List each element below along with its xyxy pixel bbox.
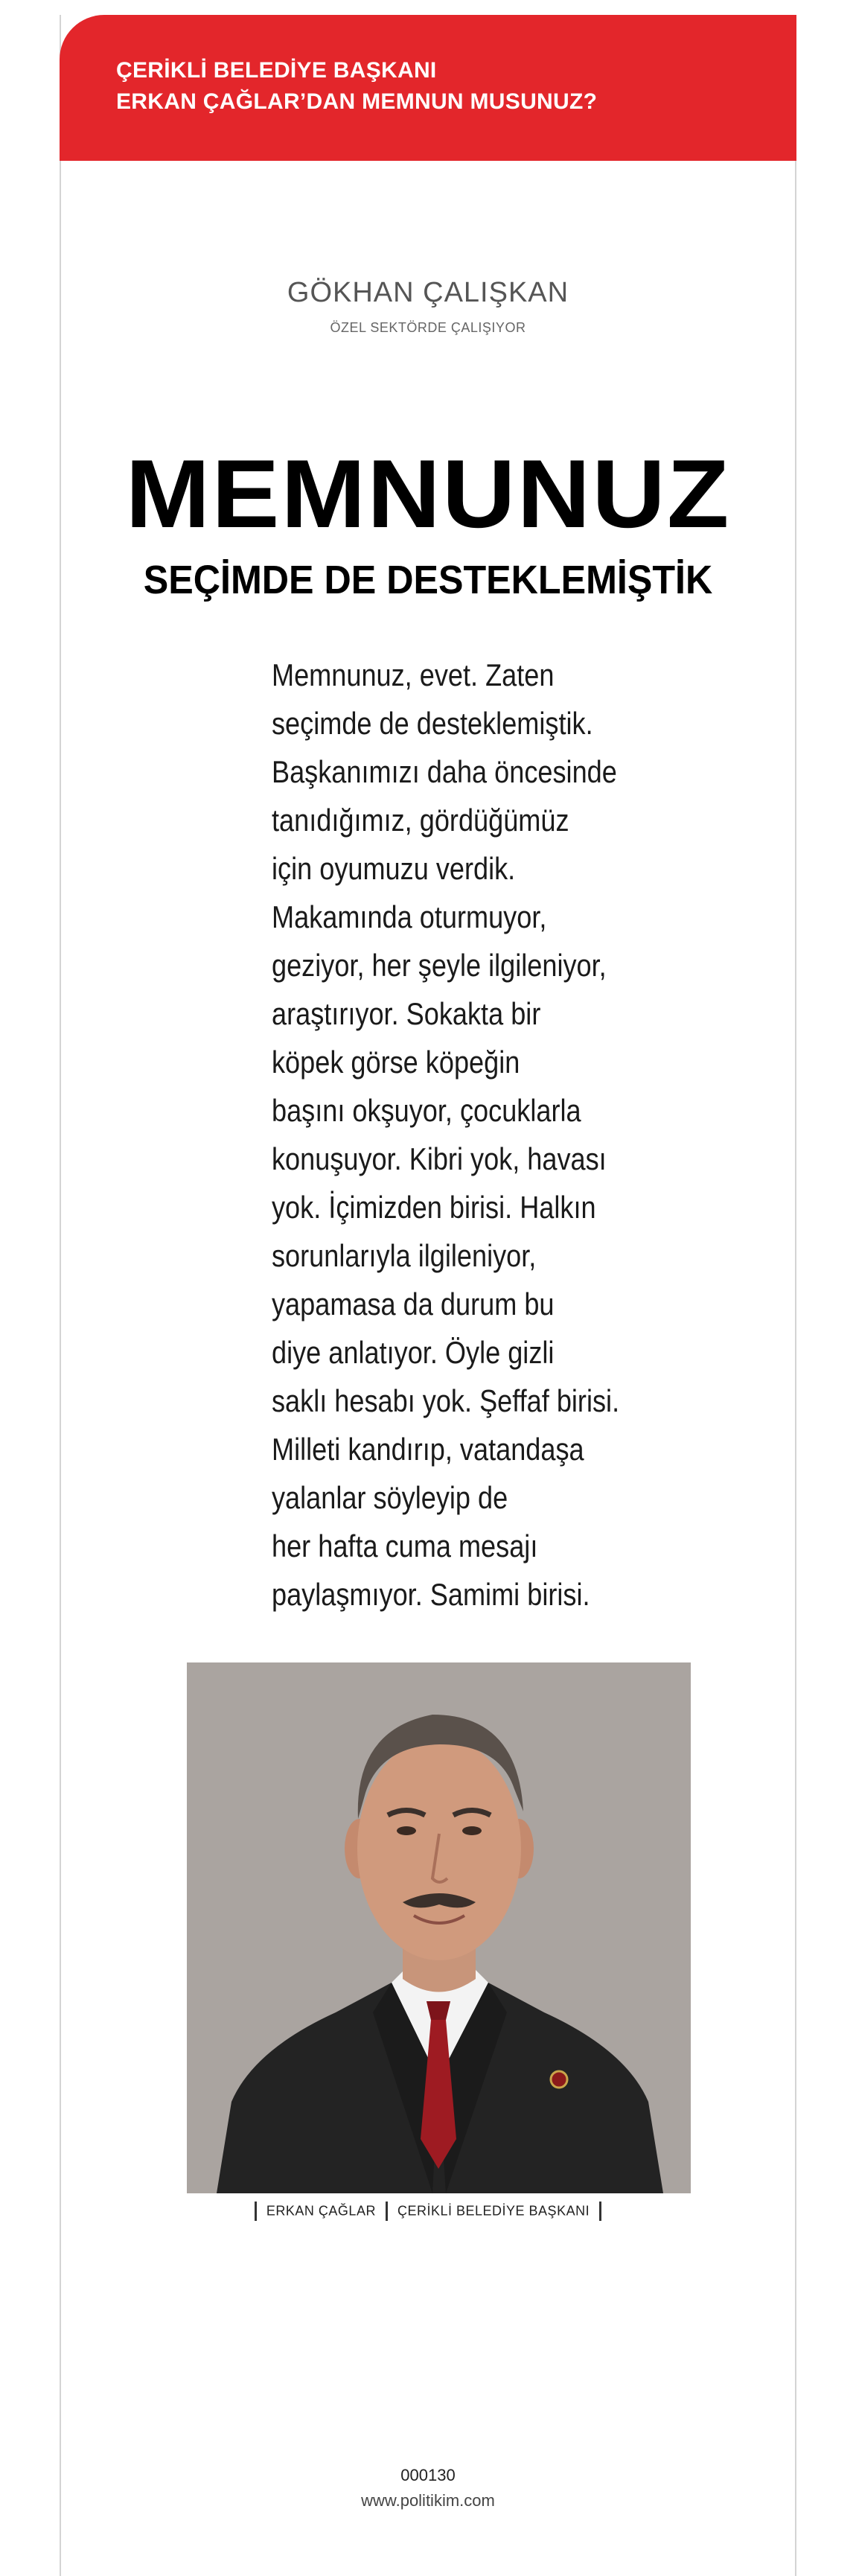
body-line: yapamasa da durum bu <box>272 1287 555 1322</box>
portrait-photo <box>187 1662 691 2193</box>
footer-code: 000130 <box>400 2466 456 2484</box>
body-line: saklı hesabı yok. Şeffaf birisi. <box>272 1383 620 1418</box>
interview-answer <box>272 651 689 1619</box>
caption-name: ERKAN ÇAĞLAR <box>266 2203 376 2219</box>
body-line: başını okşuyor, çocuklarla <box>272 1093 581 1128</box>
body-line: Milleti kandırıp, vatandaşa <box>272 1432 584 1467</box>
body-line: her hafta cuma mesajı <box>272 1528 538 1563</box>
body-line: sorunlarıyla ilgileniyor, <box>272 1238 537 1273</box>
body-line: araştırıyor. Sokakta bir <box>272 996 541 1031</box>
body-line: köpek görse köpeğin <box>272 1045 520 1080</box>
banner-title-line-2: ERKAN ÇAĞLAR’DAN MEMNUN MUSUNUZ? <box>116 89 598 114</box>
caption-divider <box>386 2202 388 2221</box>
body-line: yok. İçimizden birisi. Halkın <box>272 1190 596 1225</box>
body-line: tanıdığımız, gördüğümüz <box>272 803 569 838</box>
footer-website: www.politikim.com <box>361 2491 495 2510</box>
body-line: seçimde de desteklemiştik. <box>272 706 593 741</box>
photo-caption <box>0 2202 856 2221</box>
caption-divider <box>255 2202 257 2221</box>
author-name: GÖKHAN ÇALIŞKAN <box>287 277 569 308</box>
body-line: konuşuyor. Kibri yok, havası <box>272 1141 607 1176</box>
caption-title: ÇERİKLİ BELEDİYE BAŞKANI <box>397 2203 590 2219</box>
body-line: diye anlatıyor. Öyle gizli <box>272 1335 555 1370</box>
body-line: Makamında oturmuyor, <box>272 899 547 934</box>
headline: MEMNUNUZ <box>125 439 731 548</box>
body-line: için oyumuzu verdik. <box>272 851 516 886</box>
caption-divider <box>599 2202 601 2221</box>
portrait-illustration <box>187 1662 691 2193</box>
banner-title-line-1: ÇERİKLİ BELEDİYE BAŞKANI <box>116 58 437 83</box>
body-line: Başkanımızı daha öncesinde <box>272 754 617 789</box>
body-line: geziyor, her şeyle ilgileniyor, <box>272 948 607 983</box>
body-line: Memnunuz, evet. Zaten <box>272 657 555 692</box>
body-line: yalanlar söyleyip de <box>272 1480 508 1515</box>
header-banner <box>60 15 796 161</box>
subheadline: SEÇİMDE DE DESTEKLEMİŞTİK <box>143 558 713 602</box>
author-occupation: ÖZEL SEKTÖRDE ÇALIŞIYOR <box>330 320 526 335</box>
body-line: paylaşmıyor. Samimi birisi. <box>272 1577 590 1612</box>
